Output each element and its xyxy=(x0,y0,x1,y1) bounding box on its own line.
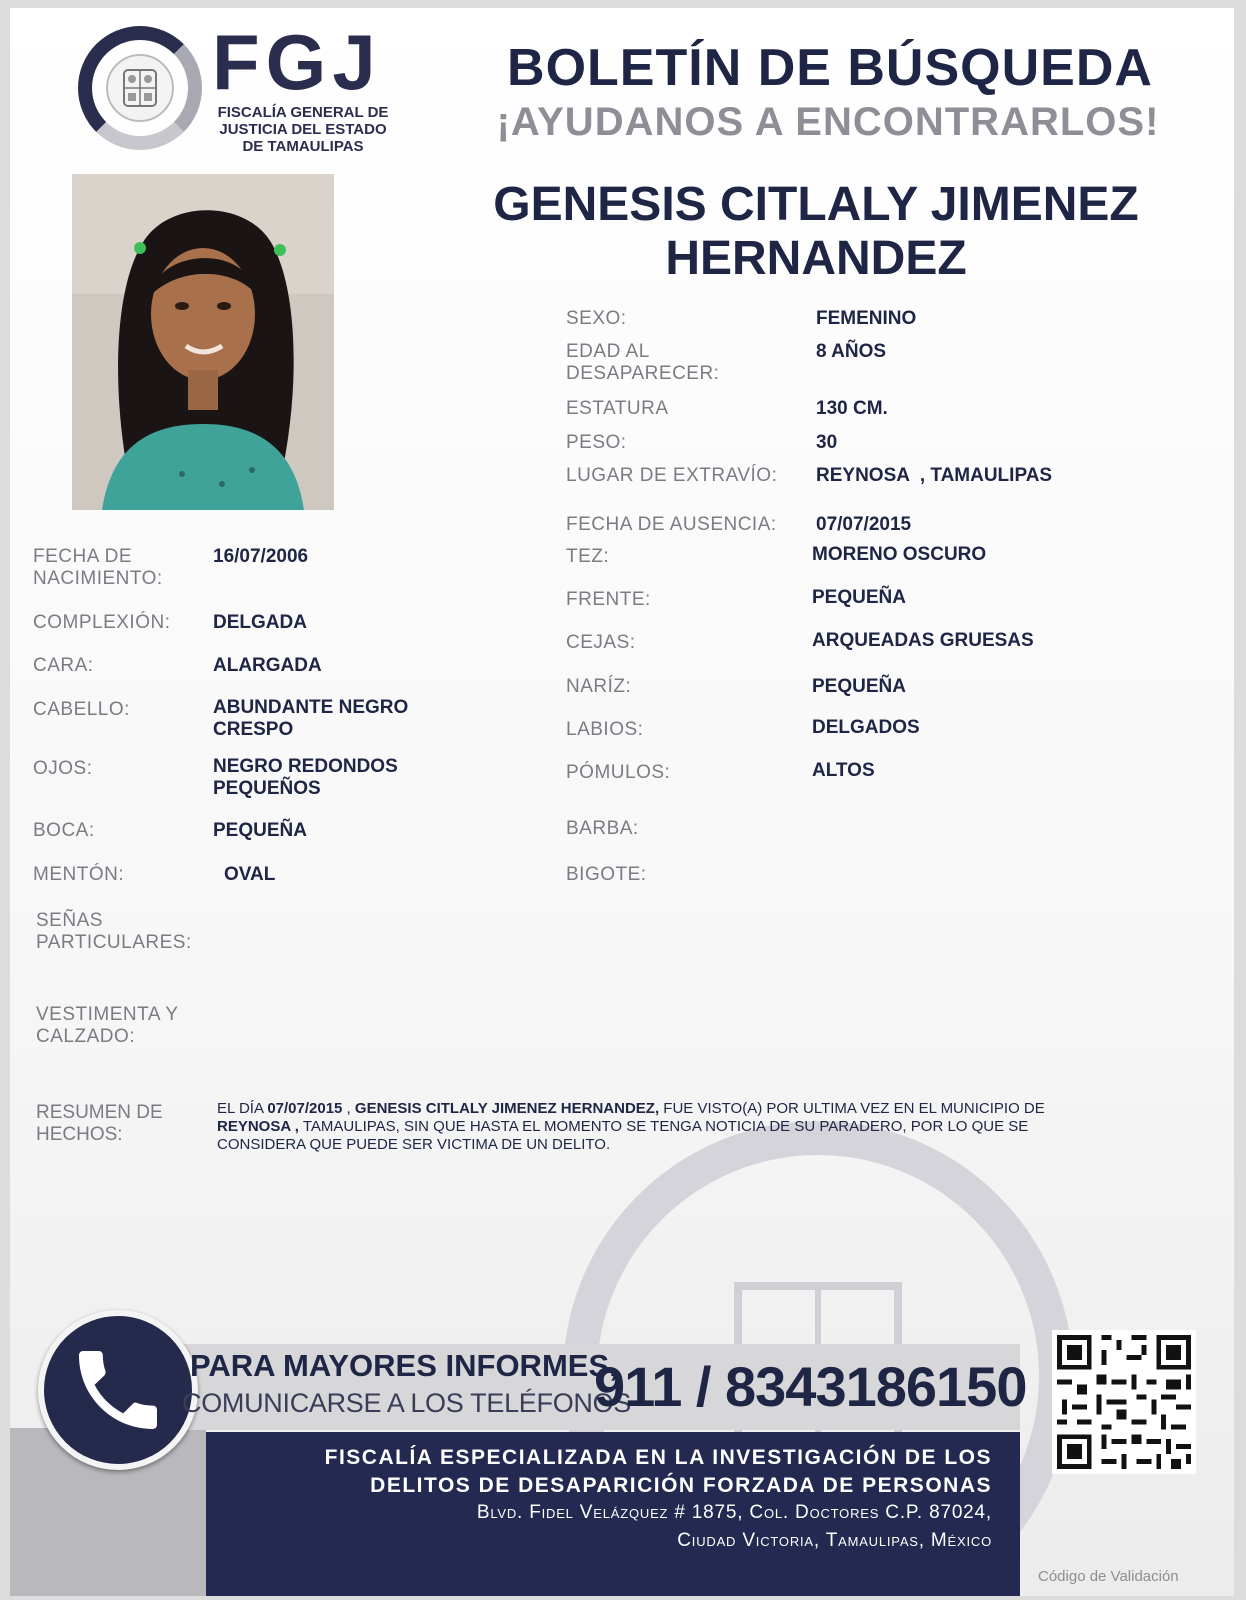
value-pomulos: ALTOS xyxy=(812,760,875,781)
value-labios: DELGADOS xyxy=(812,717,920,738)
address-line-1: Blvd. Fidel Velázquez # 1875, Col. Doctores C.P. 87024, xyxy=(476,1502,992,1523)
logo-subtitle-line: DE TAMAULIPAS xyxy=(242,138,364,155)
label-fecha-ausencia: FECHA DE AUSENCIA: xyxy=(566,514,777,535)
value-peso: 30 xyxy=(816,432,838,453)
summary-city: REYNOSA , xyxy=(217,1118,299,1135)
label-menton: MENTÓN: xyxy=(33,864,125,885)
label-vestimenta: VESTIMENTA Y CALZADO: xyxy=(36,1004,179,1047)
summary-part: , xyxy=(342,1100,355,1117)
value-edad: 8 AÑOS xyxy=(816,341,887,362)
office-line-1: FISCALÍA ESPECIALIZADA EN LA INVESTIGACIÓN DE LOS xyxy=(324,1446,992,1469)
bulletin-title: BOLETÍN DE BÚSQUEDA xyxy=(507,39,1153,97)
summary-date: 07/07/2015 xyxy=(267,1100,343,1117)
value-complexion: DELGADA xyxy=(213,612,307,633)
info-line-2: COMUNICARSE A LOS TELÉFONOS xyxy=(182,1388,632,1418)
value-lugar: REYNOSA , TAMAULIPAS xyxy=(816,465,1053,486)
summary-part: FUE VISTO(A) POR ULTIMA VEZ EN EL MUNICIPIO DE xyxy=(659,1100,1045,1117)
label-complexion: COMPLEXIÓN: xyxy=(33,612,171,633)
person-name-line: HERNANDEZ xyxy=(665,232,967,285)
value-frente: PEQUEÑA xyxy=(812,587,906,608)
qr-code[interactable] xyxy=(1052,1330,1196,1474)
label-frente: FRENTE: xyxy=(566,589,651,610)
summary-part: TAMAULIPAS, SIN QUE HASTA EL MOMENTO SE TENGA NOTICIA DE SU PARADERO, POR LO QUE SE CONSIDERA QUE PUEDE SER VICTIMA DE UN DELITO. xyxy=(217,1118,1029,1153)
phone-icon xyxy=(38,1310,198,1470)
bulletin-subtitle: ¡AYUDANOS A ENCONTRARLOS! xyxy=(496,100,1160,144)
search-bulletin xyxy=(10,8,1234,1596)
value-fecha-nacimiento: 16/07/2006 xyxy=(213,546,309,567)
value-boca: PEQUEÑA xyxy=(213,820,307,841)
label-barba: BARBA: xyxy=(566,818,639,839)
address-line-2: Ciudad Victoria, Tamaulipas, México xyxy=(677,1530,992,1551)
label-lugar: LUGAR DE EXTRAVÍO: xyxy=(566,465,778,486)
label-bigote: BIGOTE: xyxy=(566,864,647,885)
value-ojos: NEGRO REDONDOS PEQUEÑOS xyxy=(213,756,398,799)
person-name xyxy=(466,178,1166,286)
value-fecha-ausencia: 07/07/2015 xyxy=(816,514,912,535)
value-estatura: 130 CM. xyxy=(816,398,888,419)
label-boca: BOCA: xyxy=(33,820,95,841)
qr-caption: Código de Validación xyxy=(1038,1568,1179,1585)
logo-acronym: FGJ xyxy=(212,18,382,106)
value-sexo: FEMENINO xyxy=(816,308,917,329)
office-line-2: DELITOS DE DESAPARICIÓN FORZADA DE PERSONAS xyxy=(370,1474,992,1497)
label-tez: TEZ: xyxy=(566,546,610,567)
value-tez: MORENO OSCURO xyxy=(812,544,987,565)
info-line-1: PARA MAYORES INFORMES, xyxy=(190,1348,618,1383)
summary-name: GENESIS CITLALY JIMENEZ HERNANDEZ, xyxy=(354,1100,660,1117)
logo-subtitle-line: JUSTICIA DEL ESTADO xyxy=(219,121,387,138)
label-peso: PESO: xyxy=(566,432,627,453)
summary-label: RESUMEN DE HECHOS: xyxy=(36,1102,163,1145)
label-pomulos: PÓMULOS: xyxy=(566,762,671,783)
label-senas: SEÑAS PARTICULARES: xyxy=(36,910,192,953)
label-fecha-nacimiento: FECHA DE NACIMIENTO: xyxy=(33,546,163,589)
label-nariz: NARÍZ: xyxy=(566,676,632,697)
office-bar xyxy=(206,1432,1020,1596)
label-cejas: CEJAS: xyxy=(566,632,636,653)
logo-subtitle-line: FISCALÍA GENERAL DE xyxy=(217,104,389,121)
person-name-line: GENESIS CITLALY JIMENEZ xyxy=(493,178,1139,231)
logo-subtitle xyxy=(208,104,398,155)
label-sexo: SEXO: xyxy=(566,308,627,329)
label-edad: EDAD AL DESAPARECER: xyxy=(566,341,720,384)
label-cabello: CABELLO: xyxy=(33,699,130,720)
state-seal-icon xyxy=(106,54,174,122)
person-photo xyxy=(72,174,334,510)
value-nariz: PEQUEÑA xyxy=(812,676,906,697)
label-estatura: ESTATURA xyxy=(566,398,669,419)
phone-number[interactable]: 911 / 8343186150 xyxy=(594,1355,1027,1418)
summary-text xyxy=(217,1100,1117,1154)
summary-part: EL DÍA xyxy=(217,1100,268,1117)
label-cara: CARA: xyxy=(33,655,94,676)
value-menton: OVAL xyxy=(224,864,276,885)
value-cejas: ARQUEADAS GRUESAS xyxy=(812,630,1034,651)
value-cara: ALARGADA xyxy=(213,655,322,676)
value-cabello: ABUNDANTE NEGRO CRESPO xyxy=(213,697,409,740)
label-ojos: OJOS: xyxy=(33,758,93,779)
label-labios: LABIOS: xyxy=(566,719,644,740)
